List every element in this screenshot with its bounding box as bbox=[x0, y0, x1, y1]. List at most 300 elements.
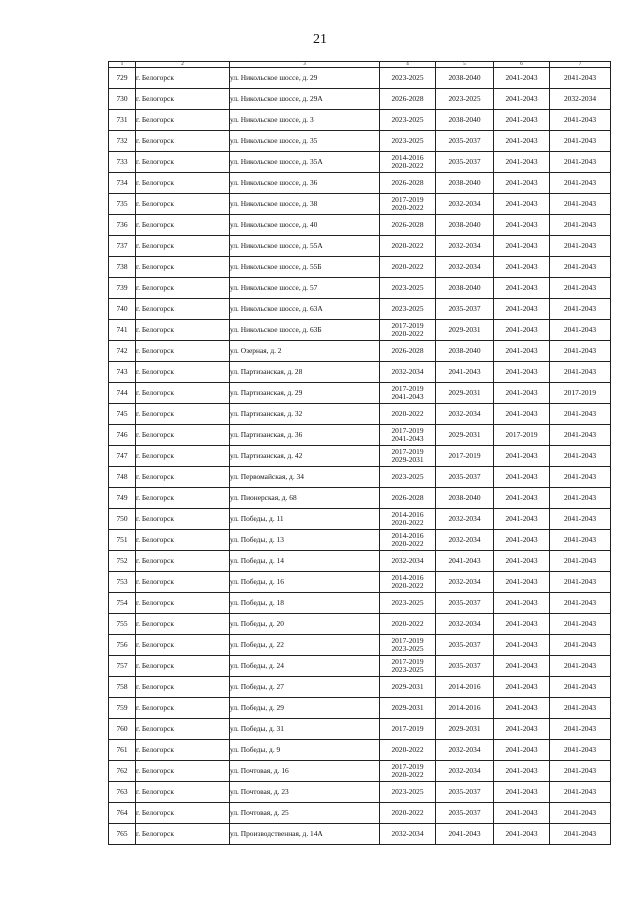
period-cell: 2020-2022 bbox=[380, 614, 436, 635]
row-number: 732 bbox=[109, 131, 136, 152]
period-cell: 2041-2043 bbox=[494, 677, 550, 698]
table-row bbox=[109, 194, 611, 215]
city-cell: г. Белогорск bbox=[136, 614, 230, 635]
row-number: 751 bbox=[109, 530, 136, 551]
period-cell: 2032-2034 bbox=[436, 404, 494, 425]
period-cell: 2032-2034 bbox=[380, 362, 436, 383]
table-row bbox=[109, 572, 611, 593]
table-row bbox=[109, 761, 611, 782]
period-cell: 2041-2043 bbox=[550, 257, 611, 278]
period-cell: 2041-2043 bbox=[436, 824, 494, 845]
row-number: 753 bbox=[109, 572, 136, 593]
address-cell: ул. Победы, д. 18 bbox=[230, 593, 380, 614]
period-line: 2017-2019 bbox=[391, 195, 424, 204]
table-row bbox=[109, 236, 611, 257]
address-cell: ул. Победы, д. 13 bbox=[230, 530, 380, 551]
table-row bbox=[109, 299, 611, 320]
period-cell: 2041-2043 bbox=[494, 341, 550, 362]
period-cell: 2014-2016 bbox=[436, 698, 494, 719]
table-row bbox=[109, 824, 611, 845]
period-cell: 2023-2025 bbox=[380, 593, 436, 614]
row-number: 738 bbox=[109, 257, 136, 278]
city-cell: г. Белогорск bbox=[136, 68, 230, 89]
table-row bbox=[109, 215, 611, 236]
period-cell: 2041-2043 bbox=[436, 362, 494, 383]
period-cell: 2023-2025 bbox=[380, 110, 436, 131]
city-cell: г. Белогорск bbox=[136, 467, 230, 488]
period-cell: 2041-2043 bbox=[550, 635, 611, 656]
column-header: 4 bbox=[380, 62, 436, 68]
period-cell: 2041-2043 bbox=[494, 278, 550, 299]
address-cell: ул. Никольское шоссе, д. 35А bbox=[230, 152, 380, 173]
table-row bbox=[109, 782, 611, 803]
row-number: 733 bbox=[109, 152, 136, 173]
period-cell: 2032-2034 bbox=[436, 509, 494, 530]
period-cell: 2041-2043 bbox=[550, 824, 611, 845]
period-cell: 2041-2043 bbox=[550, 551, 611, 572]
period-line: 2020-2022 bbox=[391, 329, 424, 338]
period-cell: 2041-2043 bbox=[494, 383, 550, 404]
period-line: 2020-2022 bbox=[391, 539, 424, 548]
table-row bbox=[109, 131, 611, 152]
period-cell bbox=[380, 509, 436, 530]
row-number: 761 bbox=[109, 740, 136, 761]
city-cell: г. Белогорск bbox=[136, 824, 230, 845]
period-line: 2020-2022 bbox=[391, 581, 424, 590]
row-number: 740 bbox=[109, 299, 136, 320]
period-cell: 2032-2034 bbox=[436, 194, 494, 215]
table-row bbox=[109, 341, 611, 362]
period-cell: 2041-2043 bbox=[550, 110, 611, 131]
table-row bbox=[109, 740, 611, 761]
period-cell: 2023-2025 bbox=[380, 467, 436, 488]
table-row bbox=[109, 68, 611, 89]
address-cell: ул. Победы, д. 27 bbox=[230, 677, 380, 698]
city-cell: г. Белогорск bbox=[136, 488, 230, 509]
period-cell: 2020-2022 bbox=[380, 740, 436, 761]
period-cell: 2035-2037 bbox=[436, 593, 494, 614]
period-cell: 2041-2043 bbox=[494, 803, 550, 824]
address-cell: ул. Никольское шоссе, д. 38 bbox=[230, 194, 380, 215]
row-number: 755 bbox=[109, 614, 136, 635]
address-cell: ул. Победы, д. 9 bbox=[230, 740, 380, 761]
row-number: 758 bbox=[109, 677, 136, 698]
period-cell: 2029-2031 bbox=[436, 320, 494, 341]
period-cell: 2017-2019 bbox=[550, 383, 611, 404]
city-cell: г. Белогорск bbox=[136, 131, 230, 152]
table-row bbox=[109, 89, 611, 110]
city-cell: г. Белогорск bbox=[136, 299, 230, 320]
period-cell: 2029-2031 bbox=[436, 425, 494, 446]
period-cell bbox=[380, 320, 436, 341]
row-number: 760 bbox=[109, 719, 136, 740]
period-cell: 2041-2043 bbox=[550, 320, 611, 341]
row-number: 747 bbox=[109, 446, 136, 467]
period-cell: 2017-2019 bbox=[494, 425, 550, 446]
period-cell: 2026-2028 bbox=[380, 173, 436, 194]
period-cell bbox=[380, 761, 436, 782]
period-cell: 2041-2043 bbox=[550, 341, 611, 362]
period-line: 2017-2019 bbox=[391, 384, 424, 393]
city-cell: г. Белогорск bbox=[136, 341, 230, 362]
address-cell: ул. Никольское шоссе, д. 55Б bbox=[230, 257, 380, 278]
row-number: 731 bbox=[109, 110, 136, 131]
city-cell: г. Белогорск bbox=[136, 698, 230, 719]
table-row bbox=[109, 656, 611, 677]
address-cell: ул. Первомайская, д. 34 bbox=[230, 467, 380, 488]
address-cell: ул. Победы, д. 14 bbox=[230, 551, 380, 572]
row-number: 754 bbox=[109, 593, 136, 614]
period-cell: 2026-2028 bbox=[380, 89, 436, 110]
table-row bbox=[109, 467, 611, 488]
table-row bbox=[109, 383, 611, 404]
period-cell: 2038-2040 bbox=[436, 173, 494, 194]
row-number: 749 bbox=[109, 488, 136, 509]
period-line: 2014-2016 bbox=[391, 531, 424, 540]
period-cell: 2041-2043 bbox=[494, 509, 550, 530]
period-cell: 2038-2040 bbox=[436, 341, 494, 362]
table-body bbox=[109, 68, 611, 845]
address-cell: ул. Никольское шоссе, д. 57 bbox=[230, 278, 380, 299]
period-line: 2020-2022 bbox=[391, 161, 424, 170]
city-cell: г. Белогорск bbox=[136, 530, 230, 551]
address-cell: ул. Озерная, д. 2 bbox=[230, 341, 380, 362]
city-cell: г. Белогорск bbox=[136, 362, 230, 383]
period-cell bbox=[380, 383, 436, 404]
period-cell: 2032-2034 bbox=[436, 761, 494, 782]
period-line: 2020-2022 bbox=[391, 770, 424, 779]
period-cell: 2029-2031 bbox=[436, 719, 494, 740]
period-cell: 2023-2025 bbox=[380, 782, 436, 803]
address-cell: ул. Производственная, д. 14А bbox=[230, 824, 380, 845]
address-cell: ул. Партизанская, д. 32 bbox=[230, 404, 380, 425]
period-cell: 2014-2016 bbox=[436, 677, 494, 698]
period-cell: 2035-2037 bbox=[436, 467, 494, 488]
table-row bbox=[109, 362, 611, 383]
period-cell: 2038-2040 bbox=[436, 278, 494, 299]
row-number: 757 bbox=[109, 656, 136, 677]
city-cell: г. Белогорск bbox=[136, 215, 230, 236]
period-cell: 2035-2037 bbox=[436, 782, 494, 803]
period-line: 2023-2025 bbox=[391, 644, 424, 653]
table-row bbox=[109, 446, 611, 467]
address-cell: ул. Никольское шоссе, д. 3 bbox=[230, 110, 380, 131]
table-row bbox=[109, 698, 611, 719]
period-cell bbox=[380, 635, 436, 656]
period-line: 2041-2043 bbox=[391, 392, 424, 401]
period-cell: 2020-2022 bbox=[380, 257, 436, 278]
city-cell: г. Белогорск bbox=[136, 656, 230, 677]
period-line: 2017-2019 bbox=[391, 426, 424, 435]
address-cell: ул. Победы, д. 24 bbox=[230, 656, 380, 677]
period-cell: 2041-2043 bbox=[550, 404, 611, 425]
period-cell: 2041-2043 bbox=[550, 572, 611, 593]
period-cell: 2041-2043 bbox=[494, 530, 550, 551]
page-number: 21 bbox=[313, 32, 327, 47]
period-cell: 2041-2043 bbox=[550, 215, 611, 236]
row-number: 741 bbox=[109, 320, 136, 341]
period-cell: 2041-2043 bbox=[550, 488, 611, 509]
period-cell: 2041-2043 bbox=[550, 362, 611, 383]
period-cell: 2041-2043 bbox=[550, 446, 611, 467]
period-line: 2020-2022 bbox=[391, 203, 424, 212]
address-cell: ул. Победы, д. 16 bbox=[230, 572, 380, 593]
address-cell: ул. Никольское шоссе, д. 29А bbox=[230, 89, 380, 110]
period-cell: 2038-2040 bbox=[436, 68, 494, 89]
period-line: 2020-2022 bbox=[391, 518, 424, 527]
period-cell: 2038-2040 bbox=[436, 215, 494, 236]
row-number: 743 bbox=[109, 362, 136, 383]
address-cell: ул. Почтовая, д. 25 bbox=[230, 803, 380, 824]
row-number: 765 bbox=[109, 824, 136, 845]
period-cell: 2041-2043 bbox=[494, 299, 550, 320]
table-row bbox=[109, 551, 611, 572]
column-header: 3 bbox=[230, 62, 380, 68]
period-line: 2017-2019 bbox=[391, 447, 424, 456]
period-cell: 2020-2022 bbox=[380, 803, 436, 824]
period-cell: 2041-2043 bbox=[550, 761, 611, 782]
period-cell: 2041-2043 bbox=[550, 593, 611, 614]
table-row bbox=[109, 425, 611, 446]
table-row bbox=[109, 635, 611, 656]
period-cell bbox=[380, 656, 436, 677]
address-cell: ул. Никольское шоссе, д. 40 bbox=[230, 215, 380, 236]
period-line: 2017-2019 bbox=[391, 636, 424, 645]
address-cell: ул. Никольское шоссе, д. 63Б bbox=[230, 320, 380, 341]
address-cell: ул. Никольское шоссе, д. 55А bbox=[230, 236, 380, 257]
column-header: 5 bbox=[436, 62, 494, 68]
period-cell: 2041-2043 bbox=[494, 194, 550, 215]
period-cell: 2026-2028 bbox=[380, 488, 436, 509]
city-cell: г. Белогорск bbox=[136, 110, 230, 131]
row-number: 763 bbox=[109, 782, 136, 803]
row-number: 730 bbox=[109, 89, 136, 110]
period-cell: 2038-2040 bbox=[436, 110, 494, 131]
period-cell: 2041-2043 bbox=[550, 803, 611, 824]
address-cell: ул. Партизанская, д. 29 bbox=[230, 383, 380, 404]
period-cell: 2041-2043 bbox=[550, 278, 611, 299]
period-cell: 2032-2034 bbox=[436, 236, 494, 257]
row-number: 736 bbox=[109, 215, 136, 236]
address-cell: ул. Никольское шоссе, д. 63А bbox=[230, 299, 380, 320]
period-cell: 2041-2043 bbox=[550, 467, 611, 488]
period-cell: 2041-2043 bbox=[494, 152, 550, 173]
period-cell: 2041-2043 bbox=[550, 299, 611, 320]
period-cell bbox=[380, 194, 436, 215]
period-cell: 2023-2025 bbox=[436, 89, 494, 110]
period-cell: 2023-2025 bbox=[380, 131, 436, 152]
period-cell: 2041-2043 bbox=[494, 782, 550, 803]
period-cell: 2041-2043 bbox=[494, 173, 550, 194]
address-cell: ул. Партизанская, д. 36 bbox=[230, 425, 380, 446]
period-cell: 2032-2034 bbox=[550, 89, 611, 110]
period-line: 2014-2016 bbox=[391, 153, 424, 162]
period-line: 2041-2043 bbox=[391, 434, 424, 443]
row-number: 762 bbox=[109, 761, 136, 782]
period-cell: 2041-2043 bbox=[494, 236, 550, 257]
row-number: 748 bbox=[109, 467, 136, 488]
period-cell: 2041-2043 bbox=[550, 509, 611, 530]
period-cell bbox=[380, 152, 436, 173]
address-cell: ул. Почтовая, д. 16 bbox=[230, 761, 380, 782]
column-header: 6 bbox=[494, 62, 550, 68]
row-number: 744 bbox=[109, 383, 136, 404]
period-cell: 2032-2034 bbox=[380, 551, 436, 572]
period-cell: 2041-2043 bbox=[494, 572, 550, 593]
period-cell: 2035-2037 bbox=[436, 803, 494, 824]
period-cell: 2023-2025 bbox=[380, 278, 436, 299]
city-cell: г. Белогорск bbox=[136, 572, 230, 593]
address-cell: ул. Партизанская, д. 42 bbox=[230, 446, 380, 467]
period-cell: 2041-2043 bbox=[494, 362, 550, 383]
period-cell bbox=[380, 446, 436, 467]
period-cell: 2032-2034 bbox=[436, 614, 494, 635]
period-line: 2017-2019 bbox=[391, 762, 424, 771]
period-cell: 2032-2034 bbox=[436, 530, 494, 551]
city-cell: г. Белогорск bbox=[136, 278, 230, 299]
period-line: 2023-2025 bbox=[391, 665, 424, 674]
city-cell: г. Белогорск bbox=[136, 677, 230, 698]
address-cell: ул. Победы, д. 20 bbox=[230, 614, 380, 635]
column-header: 7 bbox=[550, 62, 611, 68]
city-cell: г. Белогорск bbox=[136, 257, 230, 278]
period-cell: 2032-2034 bbox=[380, 824, 436, 845]
row-number: 764 bbox=[109, 803, 136, 824]
period-cell: 2041-2043 bbox=[494, 635, 550, 656]
table-row bbox=[109, 509, 611, 530]
period-cell: 2035-2037 bbox=[436, 299, 494, 320]
city-cell: г. Белогорск bbox=[136, 593, 230, 614]
table-row bbox=[109, 614, 611, 635]
period-cell: 2041-2043 bbox=[550, 194, 611, 215]
period-cell: 2041-2043 bbox=[494, 110, 550, 131]
row-number: 750 bbox=[109, 509, 136, 530]
period-cell: 2026-2028 bbox=[380, 215, 436, 236]
city-cell: г. Белогорск bbox=[136, 152, 230, 173]
period-cell: 2041-2043 bbox=[494, 740, 550, 761]
period-cell bbox=[380, 572, 436, 593]
row-number: 737 bbox=[109, 236, 136, 257]
city-cell: г. Белогорск bbox=[136, 173, 230, 194]
address-cell: ул. Никольское шоссе, д. 35 bbox=[230, 131, 380, 152]
period-cell: 2041-2043 bbox=[494, 656, 550, 677]
row-number: 756 bbox=[109, 635, 136, 656]
address-cell: ул. Почтовая, д. 23 bbox=[230, 782, 380, 803]
housing-repair-schedule-table bbox=[108, 61, 611, 845]
period-cell: 2041-2043 bbox=[550, 656, 611, 677]
city-cell: г. Белогорск bbox=[136, 551, 230, 572]
period-cell: 2041-2043 bbox=[494, 320, 550, 341]
period-cell: 2041-2043 bbox=[550, 173, 611, 194]
period-cell: 2041-2043 bbox=[494, 614, 550, 635]
city-cell: г. Белогорск bbox=[136, 635, 230, 656]
city-cell: г. Белогорск bbox=[136, 740, 230, 761]
period-cell: 2041-2043 bbox=[494, 761, 550, 782]
city-cell: г. Белогорск bbox=[136, 320, 230, 341]
table-row bbox=[109, 803, 611, 824]
period-cell: 2041-2043 bbox=[494, 257, 550, 278]
period-cell: 2041-2043 bbox=[550, 719, 611, 740]
table-row bbox=[109, 719, 611, 740]
period-cell: 2029-2031 bbox=[380, 698, 436, 719]
row-number: 734 bbox=[109, 173, 136, 194]
row-number: 735 bbox=[109, 194, 136, 215]
period-cell: 2035-2037 bbox=[436, 152, 494, 173]
period-cell: 2041-2043 bbox=[494, 824, 550, 845]
period-cell: 2032-2034 bbox=[436, 257, 494, 278]
city-cell: г. Белогорск bbox=[136, 194, 230, 215]
column-header: 2 bbox=[136, 62, 230, 68]
period-cell: 2041-2043 bbox=[494, 68, 550, 89]
period-cell: 2041-2043 bbox=[494, 719, 550, 740]
city-cell: г. Белогорск bbox=[136, 509, 230, 530]
period-line: 2029-2031 bbox=[391, 455, 424, 464]
table-row bbox=[109, 173, 611, 194]
period-cell: 2035-2037 bbox=[436, 131, 494, 152]
period-cell: 2035-2037 bbox=[436, 635, 494, 656]
period-cell bbox=[380, 425, 436, 446]
period-cell: 2041-2043 bbox=[550, 782, 611, 803]
row-number: 746 bbox=[109, 425, 136, 446]
period-cell: 2017-2019 bbox=[436, 446, 494, 467]
period-line: 2014-2016 bbox=[391, 573, 424, 582]
city-cell: г. Белогорск bbox=[136, 404, 230, 425]
period-line: 2017-2019 bbox=[391, 657, 424, 666]
period-cell: 2041-2043 bbox=[494, 215, 550, 236]
period-cell: 2041-2043 bbox=[494, 446, 550, 467]
city-cell: г. Белогорск bbox=[136, 719, 230, 740]
city-cell: г. Белогорск bbox=[136, 236, 230, 257]
address-cell: ул. Никольское шоссе, д. 36 bbox=[230, 173, 380, 194]
city-cell: г. Белогорск bbox=[136, 761, 230, 782]
period-cell: 2041-2043 bbox=[494, 131, 550, 152]
table-row bbox=[109, 677, 611, 698]
address-cell: ул. Победы, д. 22 bbox=[230, 635, 380, 656]
table-row bbox=[109, 593, 611, 614]
period-cell: 2041-2043 bbox=[550, 425, 611, 446]
period-cell: 2041-2043 bbox=[550, 152, 611, 173]
city-cell: г. Белогорск bbox=[136, 89, 230, 110]
row-number: 729 bbox=[109, 68, 136, 89]
city-cell: г. Белогорск bbox=[136, 446, 230, 467]
period-cell: 2023-2025 bbox=[380, 68, 436, 89]
city-cell: г. Белогорск bbox=[136, 425, 230, 446]
period-cell: 2032-2034 bbox=[436, 740, 494, 761]
period-cell: 2041-2043 bbox=[436, 551, 494, 572]
city-cell: г. Белогорск bbox=[136, 383, 230, 404]
period-cell: 2041-2043 bbox=[494, 551, 550, 572]
period-cell: 2041-2043 bbox=[494, 488, 550, 509]
row-number: 759 bbox=[109, 698, 136, 719]
row-number: 752 bbox=[109, 551, 136, 572]
period-cell: 2041-2043 bbox=[494, 593, 550, 614]
city-cell: г. Белогорск bbox=[136, 803, 230, 824]
row-number: 742 bbox=[109, 341, 136, 362]
period-line: 2014-2016 bbox=[391, 510, 424, 519]
address-cell: ул. Победы, д. 31 bbox=[230, 719, 380, 740]
period-cell: 2041-2043 bbox=[494, 698, 550, 719]
table-row bbox=[109, 278, 611, 299]
period-cell: 2017-2019 bbox=[380, 719, 436, 740]
address-cell: ул. Победы, д. 11 bbox=[230, 509, 380, 530]
city-cell: г. Белогорск bbox=[136, 782, 230, 803]
period-cell: 2038-2040 bbox=[436, 488, 494, 509]
row-number: 745 bbox=[109, 404, 136, 425]
period-cell: 2020-2022 bbox=[380, 404, 436, 425]
table-row bbox=[109, 488, 611, 509]
period-cell: 2029-2031 bbox=[436, 383, 494, 404]
period-cell: 2029-2031 bbox=[380, 677, 436, 698]
